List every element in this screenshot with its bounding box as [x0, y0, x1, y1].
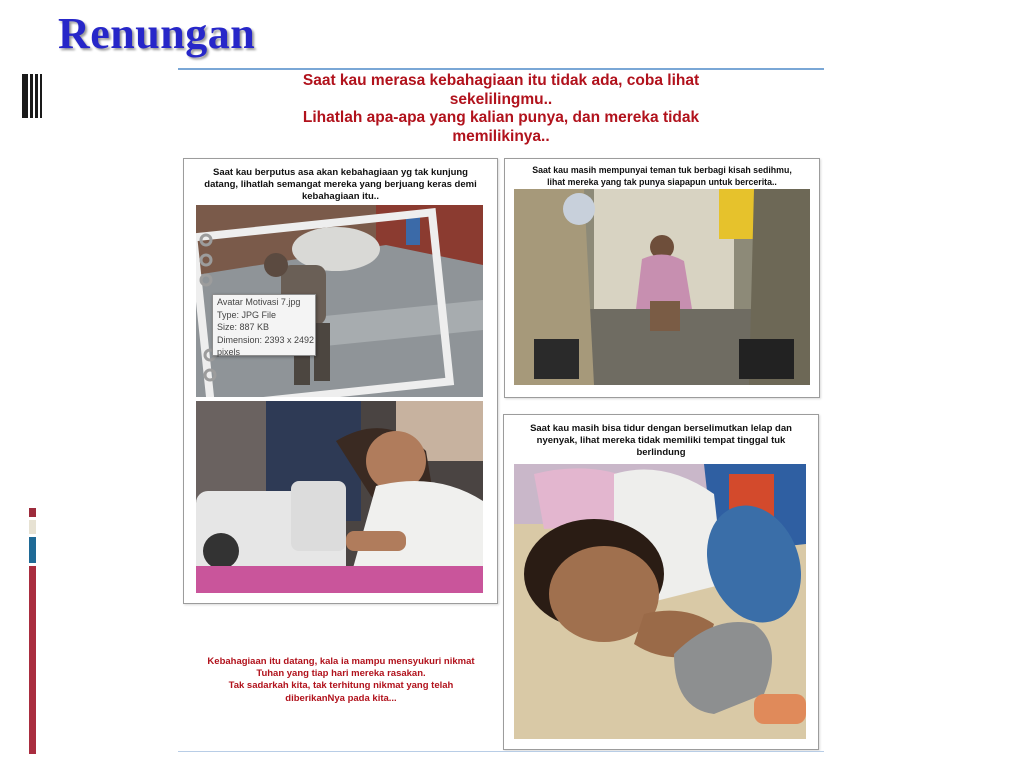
closing-text: [180, 656, 502, 705]
tooltip-line: Size: 887 KB: [217, 322, 270, 332]
closing-line: Tak sadarkah kita, tak terhitung nikmat yang telah: [228, 680, 454, 692]
closing-line: Tuhan yang tiap hari mereka rasakan.: [256, 668, 426, 680]
accent-block-3: [29, 537, 36, 563]
headline-line: Lihatlah apa-apa yang kalian punya, dan mereka tidak: [302, 109, 700, 126]
file-info-tooltip: [212, 294, 316, 356]
tooltip-line: Type: JPG File: [217, 309, 277, 320]
accent-block-1: [29, 508, 36, 517]
accent-block-4: [29, 566, 36, 754]
decorative-bars: [22, 74, 42, 118]
motivation-image: [178, 68, 824, 752]
slide-title: Renungan: [58, 9, 256, 58]
panel-top-left: [183, 158, 498, 604]
closing-line: Kebahagiaan itu datang, kala ia mampu mensyukuri nikmat: [207, 656, 475, 667]
photo-sleeping-child: [514, 464, 806, 739]
top-rule: [178, 68, 824, 70]
headline-line: sekelilingmu..: [449, 90, 553, 108]
tooltip-line: pixels: [217, 347, 241, 357]
panel-top-right: [504, 158, 820, 398]
panel-caption: Saat kau berputus asa akan kebahagiaan yg tak kunjung datang, lihatlah semangat mereka yang berjuang keras demi kebahagiaan itu..: [204, 167, 477, 202]
accent-block-2: [29, 520, 36, 534]
panel-caption: Saat kau masih mempunyai teman tuk berbagi kisah sedihmu, lihat mereka yang tak punya siapapun untuk bercerita..: [532, 165, 792, 187]
photo-sewing: [196, 401, 483, 593]
closing-line: diberikanNya pada kita...: [285, 692, 397, 704]
panel-bottom-right: [503, 414, 819, 750]
tooltip-line: Dimension: 2393 x 2492: [217, 334, 315, 345]
panel-caption: Saat kau masih bisa tidur dengan berselimutkan lelap dan nyenyak, lihat mereka tidak memiliki tempat tinggal tuk berlindung: [530, 423, 792, 458]
headline-line: Saat kau merasa kebahagiaan itu tidak ada, coba lihat: [302, 72, 700, 89]
photo-old-woman: [514, 189, 810, 385]
headline-line: memilikinya..: [452, 127, 550, 145]
tooltip-line: Avatar Motivasi 7.jpg: [217, 297, 301, 307]
bottom-rule: [178, 751, 824, 752]
headline: [218, 72, 784, 146]
